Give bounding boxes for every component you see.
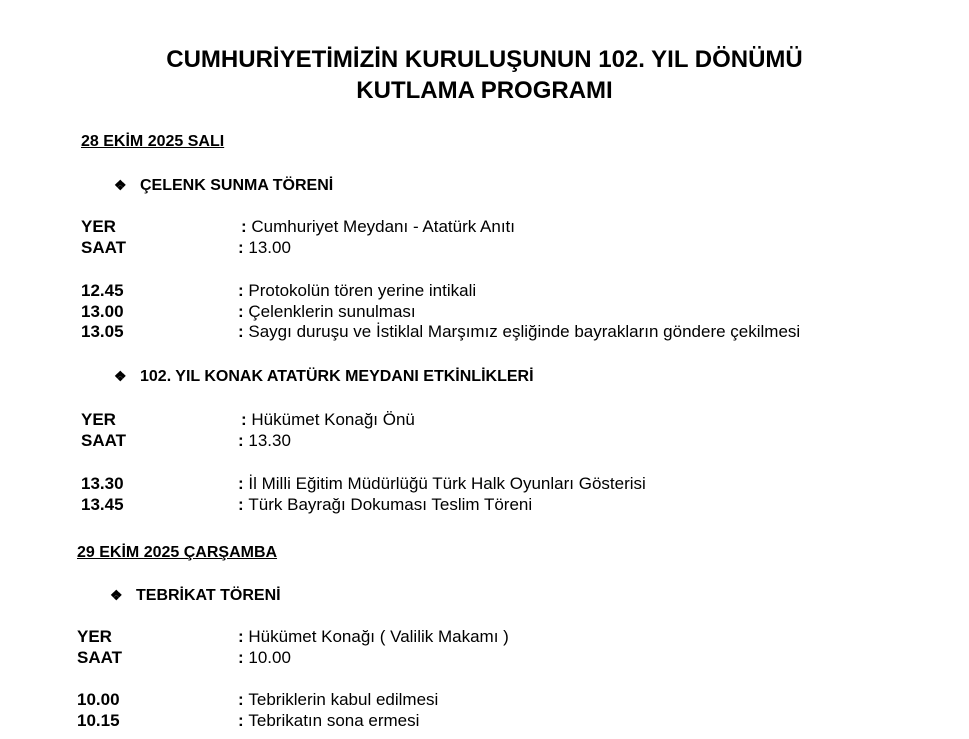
diamond-bullet-icon: ❖: [110, 587, 123, 603]
colon: :: [241, 217, 252, 236]
diamond-bullet-icon: ❖: [114, 177, 127, 193]
schedule-time: 10.00: [77, 690, 120, 709]
event-3-title: TEBRİKAT TÖRENİ: [136, 587, 281, 604]
saat-value: 10.00: [248, 648, 291, 667]
yer-label: YER: [77, 627, 112, 646]
day-2-date-heading: 29 EKİM 2025 ÇARŞAMBA: [77, 544, 278, 561]
schedule-time: 13.45: [81, 495, 124, 514]
yer-label: YER: [81, 217, 116, 236]
schedule-desc: İl Milli Eğitim Müdürlüğü Türk Halk Oyunları Gösterisi: [248, 474, 646, 493]
yer-value: Cumhuriyet Meydanı - Atatürk Anıtı: [251, 217, 516, 236]
yer-label: YER: [81, 410, 116, 429]
colon: :: [238, 302, 249, 321]
saat-value: 13.30: [248, 431, 291, 450]
schedule-desc: Saygı duruşu ve İstiklal Marşımız eşliğinde bayrakların göndere çekilmesi: [248, 322, 801, 341]
day-1-date-heading: 28 EKİM 2025 SALI: [81, 133, 225, 150]
document-title-line-1: CUMHURİYETİMİZİN KURULUŞUNUN 102. YIL DÖNÜMÜ: [166, 46, 803, 73]
event-2-title: 102. YIL KONAK ATATÜRK MEYDANI ETKİNLİKLERİ: [140, 368, 534, 385]
colon: :: [238, 627, 249, 646]
colon: :: [238, 711, 249, 730]
colon: :: [238, 322, 249, 341]
schedule-desc: Protokolün tören yerine intikali: [248, 281, 477, 300]
diamond-bullet-icon: ❖: [114, 368, 127, 384]
colon: :: [238, 431, 249, 450]
yer-value: Hükümet Konağı ( Valilik Makamı ): [248, 627, 509, 646]
colon: :: [238, 281, 249, 300]
saat-label: SAAT: [81, 238, 127, 257]
saat-value: 13.00: [248, 238, 291, 257]
schedule-desc: Türk Bayrağı Dokuması Teslim Töreni: [248, 495, 533, 514]
colon: :: [238, 495, 249, 514]
event-1-heading: [114, 176, 333, 195]
colon: :: [238, 474, 249, 493]
colon: :: [238, 648, 249, 667]
schedule-time: 10.15: [77, 711, 120, 730]
yer-value: Hükümet Konağı Önü: [251, 410, 415, 429]
document-title-line-2: KUTLAMA PROGRAMI: [356, 77, 613, 104]
schedule-time: 13.30: [81, 474, 124, 493]
schedule-time: 13.00: [81, 302, 124, 321]
schedule-desc: Tebrikatın sona ermesi: [248, 711, 420, 730]
schedule-time: 13.05: [81, 322, 124, 341]
colon: :: [241, 410, 252, 429]
schedule-desc: Çelenklerin sunulması: [248, 302, 416, 321]
colon: :: [238, 238, 249, 257]
event-2-heading: [114, 367, 534, 386]
event-3-heading: [110, 586, 281, 605]
saat-label: SAAT: [81, 431, 127, 450]
saat-label: SAAT: [77, 648, 123, 667]
colon: :: [238, 690, 249, 709]
schedule-desc: Tebriklerin kabul edilmesi: [248, 690, 439, 709]
schedule-time: 12.45: [81, 281, 124, 300]
event-1-title: ÇELENK SUNMA TÖRENİ: [140, 177, 334, 194]
